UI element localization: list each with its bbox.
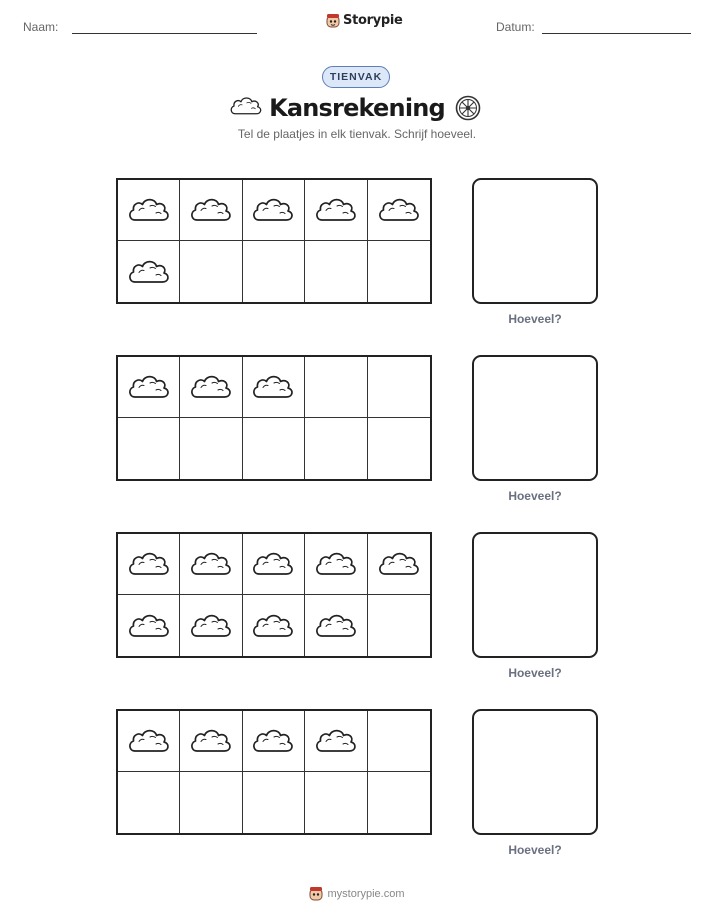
frame-cell	[368, 180, 430, 241]
frame-cell	[243, 534, 305, 595]
frame-cell	[243, 772, 305, 833]
cloud-icon	[251, 726, 295, 756]
frame-cell	[305, 534, 367, 595]
cloud-icon	[127, 726, 171, 756]
name-label: Naam:	[23, 20, 59, 34]
cloud-icon	[127, 611, 171, 641]
frame-cell	[305, 241, 367, 302]
cloud-icon	[251, 372, 295, 402]
frame-cell	[118, 711, 180, 772]
cloud-icon	[127, 372, 171, 402]
frame-cell	[243, 418, 305, 479]
cloud-icon	[251, 549, 295, 579]
cloud-icon	[251, 611, 295, 641]
cloud-icon	[189, 726, 233, 756]
frame-cell	[180, 772, 242, 833]
cloud-icon	[251, 195, 295, 225]
answer-box[interactable]	[472, 709, 598, 835]
answer-box[interactable]	[472, 532, 598, 658]
answer-box[interactable]	[472, 178, 598, 304]
cloud-icon	[127, 549, 171, 579]
frame-cell	[305, 595, 367, 656]
ten-frame	[116, 532, 432, 658]
frame-cell	[368, 534, 430, 595]
frame-cell	[180, 180, 242, 241]
frame-cell	[305, 357, 367, 418]
mascot-icon	[309, 886, 323, 901]
frame-cell	[243, 357, 305, 418]
frame-cell	[368, 711, 430, 772]
frame-cell	[368, 241, 430, 302]
frame-cell	[243, 180, 305, 241]
frame-cell	[368, 418, 430, 479]
cloud-icon	[314, 726, 358, 756]
name-input-line[interactable]	[72, 33, 257, 34]
frame-cell	[118, 241, 180, 302]
cloud-icon	[377, 549, 421, 579]
frame-cell	[305, 772, 367, 833]
cloud-icon	[127, 257, 171, 287]
ten-frame	[116, 709, 432, 835]
answer-label: Hoeveel?	[508, 489, 562, 503]
date-input-line[interactable]	[542, 33, 691, 34]
frame-cell	[180, 241, 242, 302]
frame-cell	[243, 241, 305, 302]
footer	[0, 886, 714, 901]
cloud-icon	[189, 611, 233, 641]
frame-cell	[305, 180, 367, 241]
frame-cell	[243, 711, 305, 772]
frame-cell	[368, 772, 430, 833]
ten-frame	[116, 178, 432, 304]
date-label: Datum:	[496, 20, 535, 34]
cloud-icon	[314, 611, 358, 641]
frame-cell	[118, 357, 180, 418]
answer-box[interactable]	[472, 355, 598, 481]
frame-cell	[368, 357, 430, 418]
frame-cell	[118, 180, 180, 241]
cloud-icon	[189, 195, 233, 225]
frame-cell	[180, 711, 242, 772]
brand-name: Storypie	[343, 13, 403, 28]
category-badge: TIENVAK	[322, 66, 390, 88]
frame-cell	[118, 534, 180, 595]
frame-cell	[368, 595, 430, 656]
frame-cell	[243, 595, 305, 656]
cloud-icon	[314, 549, 358, 579]
answer-label: Hoeveel?	[508, 843, 562, 857]
frame-cell	[180, 418, 242, 479]
frame-cell	[118, 772, 180, 833]
answer-label: Hoeveel?	[508, 666, 562, 680]
page-title: Kansrekening	[269, 94, 445, 122]
frame-cell	[180, 534, 242, 595]
mascot-icon	[326, 13, 340, 28]
cloud-icon	[377, 195, 421, 225]
wheel-icon	[455, 95, 481, 121]
instructions: Tel de plaatjes in elk tienvak. Schrijf hoeveel.	[237, 127, 477, 141]
brand-logo	[326, 13, 403, 28]
cloud-icon	[127, 195, 171, 225]
footer-url: mystorypie.com	[327, 887, 405, 900]
frame-cell	[118, 418, 180, 479]
frame-cell	[305, 418, 367, 479]
ten-frame	[116, 355, 432, 481]
frame-cell	[305, 711, 367, 772]
answer-label: Hoeveel?	[508, 312, 562, 326]
cloud-icon	[189, 549, 233, 579]
frame-cell	[118, 595, 180, 656]
frame-cell	[180, 357, 242, 418]
frame-cell	[180, 595, 242, 656]
cloud-icon	[314, 195, 358, 225]
cloud-icon	[189, 372, 233, 402]
